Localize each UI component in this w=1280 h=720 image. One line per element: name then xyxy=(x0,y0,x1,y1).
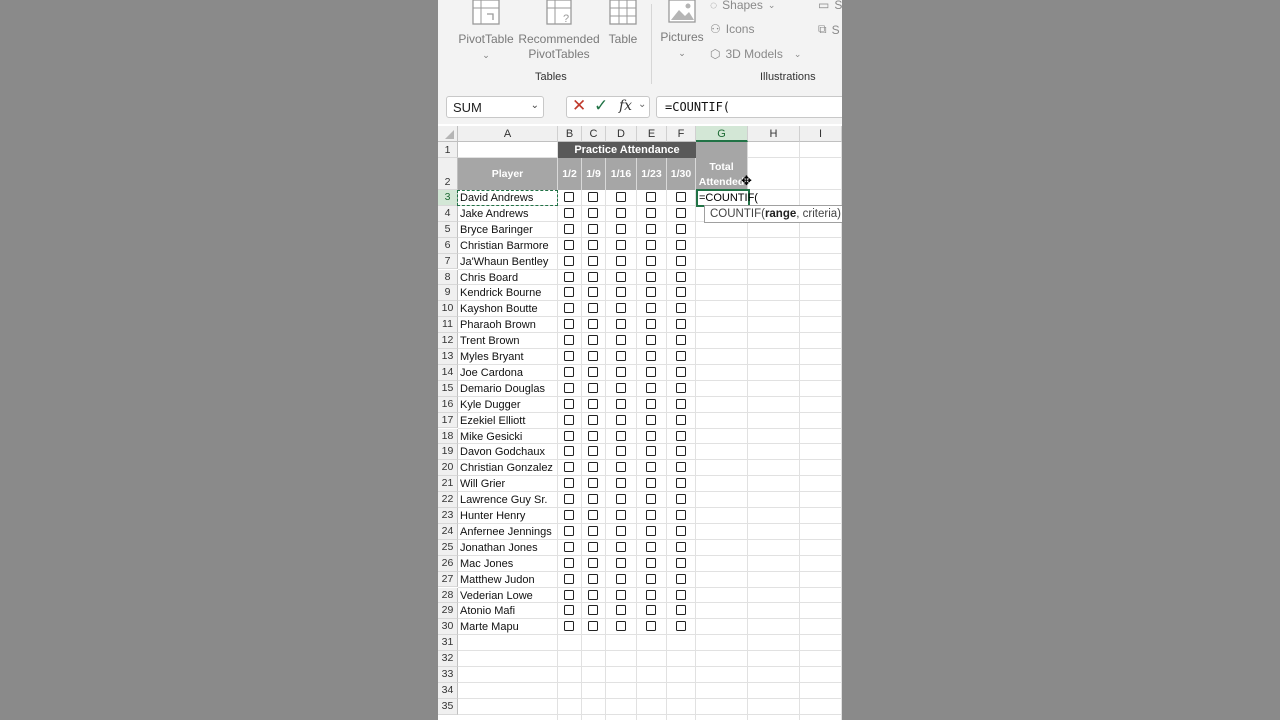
player-name-cell[interactable]: Chris Board xyxy=(460,271,519,284)
row-header[interactable]: 18 xyxy=(438,429,458,445)
attendance-checkbox[interactable] xyxy=(616,431,626,441)
attendance-checkbox[interactable] xyxy=(564,303,574,313)
chevron-down-icon: ⌄ xyxy=(530,100,539,111)
attendance-checkbox[interactable] xyxy=(588,590,598,600)
attendance-checkbox[interactable] xyxy=(646,558,656,568)
row-header[interactable]: 19 xyxy=(438,444,458,460)
player-name-cell[interactable]: Anfernee Jennings xyxy=(460,525,552,538)
illustrations-group xyxy=(652,0,842,90)
attendance-checkbox[interactable] xyxy=(564,510,574,520)
attendance-checkbox[interactable] xyxy=(616,383,626,393)
attendance-checkbox[interactable] xyxy=(646,240,656,250)
attendance-checkbox[interactable] xyxy=(564,399,574,409)
gridline xyxy=(581,142,582,720)
player-name-cell[interactable]: Atonio Mafi xyxy=(460,605,516,618)
player-name-cell[interactable]: Joe Cardona xyxy=(460,366,523,379)
attendance-checkbox[interactable] xyxy=(676,335,686,345)
chevron-down-icon: ⌄ xyxy=(482,50,490,60)
date-header: 1/23 xyxy=(637,158,667,190)
attendance-checkbox[interactable] xyxy=(676,558,686,568)
attendance-checkbox[interactable] xyxy=(564,192,574,202)
chevron-down-icon: ⌄ xyxy=(678,48,686,58)
attendance-checkbox[interactable] xyxy=(588,510,598,520)
row-header[interactable]: 10 xyxy=(438,301,458,317)
attendance-checkbox[interactable] xyxy=(588,240,598,250)
attendance-checkbox[interactable] xyxy=(676,621,686,631)
attendance-checkbox[interactable] xyxy=(588,208,598,218)
row-header[interactable]: 25 xyxy=(438,540,458,556)
gridline xyxy=(636,142,637,720)
attendance-checkbox[interactable] xyxy=(676,383,686,393)
attendance-checkbox[interactable] xyxy=(646,224,656,234)
attendance-checkbox[interactable] xyxy=(646,590,656,600)
attendance-checkbox[interactable] xyxy=(676,399,686,409)
attendance-checkbox[interactable] xyxy=(564,605,574,615)
attendance-checkbox[interactable] xyxy=(646,494,656,504)
attendance-checkbox[interactable] xyxy=(676,256,686,266)
row-header[interactable]: 1 xyxy=(438,142,458,158)
3d-models-button[interactable] xyxy=(710,47,801,61)
attendance-checkbox[interactable] xyxy=(646,367,656,377)
row-header[interactable]: 4 xyxy=(438,206,458,222)
attendance-checkbox[interactable] xyxy=(646,319,656,329)
player-name-cell[interactable]: Vederian Lowe xyxy=(460,589,533,602)
excel-window xyxy=(438,0,842,720)
gridline xyxy=(458,714,842,715)
attendance-checkbox[interactable] xyxy=(564,383,574,393)
corner-triangle-icon xyxy=(438,126,458,142)
attendance-checkbox[interactable] xyxy=(588,367,598,377)
gridline xyxy=(666,142,667,720)
player-name-cell[interactable]: Davon Godchaux xyxy=(460,446,545,459)
attendance-checkbox[interactable] xyxy=(564,335,574,345)
formula-buttons xyxy=(566,96,650,118)
row-header[interactable]: 27 xyxy=(438,572,458,588)
attendance-checkbox[interactable] xyxy=(564,478,574,488)
gridline xyxy=(841,142,842,720)
date-header: 1/16 xyxy=(606,158,637,190)
attendance-checkbox[interactable] xyxy=(646,272,656,282)
row-header[interactable]: 7 xyxy=(438,254,458,270)
pivottable-label: PivotTable xyxy=(458,32,514,46)
attendance-checkbox[interactable] xyxy=(616,319,626,329)
attendance-checkbox[interactable] xyxy=(616,303,626,313)
player-name-cell[interactable]: Kayshon Boutte xyxy=(460,303,538,316)
spreadsheet-grid[interactable] xyxy=(438,124,842,720)
formula-input[interactable] xyxy=(656,96,842,118)
attendance-checkbox[interactable] xyxy=(588,351,598,361)
attendance-checkbox[interactable] xyxy=(588,605,598,615)
smartart-icon: ▭ xyxy=(818,0,830,12)
attendance-checkbox[interactable] xyxy=(564,494,574,504)
gridline xyxy=(458,650,842,651)
attendance-checkbox[interactable] xyxy=(676,494,686,504)
attendance-checkbox[interactable] xyxy=(646,462,656,472)
attendance-checkbox[interactable] xyxy=(646,446,656,456)
gridline xyxy=(458,682,842,683)
attendance-checkbox[interactable] xyxy=(588,494,598,504)
pivottable-icon xyxy=(471,0,501,28)
gridline xyxy=(458,698,842,699)
3d-models-label: 3D Models xyxy=(725,47,783,61)
player-name-cell[interactable]: Christian Barmore xyxy=(460,239,549,252)
recommended-pivottables-icon xyxy=(543,0,575,28)
attendance-checkbox[interactable] xyxy=(588,335,598,345)
chevron-down-icon: ⌄ xyxy=(793,48,802,59)
attendance-checkbox[interactable] xyxy=(676,446,686,456)
chevron-down-icon[interactable]: ⌄ xyxy=(638,99,647,110)
column-header-b[interactable]: B xyxy=(558,126,582,142)
attendance-checkbox[interactable] xyxy=(646,208,656,218)
attendance-checkbox[interactable] xyxy=(564,351,574,361)
attendance-checkbox[interactable] xyxy=(616,240,626,250)
attendance-checkbox[interactable] xyxy=(646,383,656,393)
attendance-checkbox[interactable] xyxy=(588,272,598,282)
row-header[interactable]: 35 xyxy=(438,699,458,715)
attendance-checkbox[interactable] xyxy=(646,605,656,615)
attendance-checkbox[interactable] xyxy=(616,526,626,536)
row-header[interactable]: 21 xyxy=(438,476,458,492)
tables-group xyxy=(438,0,650,90)
row-header[interactable]: 16 xyxy=(438,397,458,413)
row-header[interactable]: 30 xyxy=(438,619,458,635)
attendance-checkbox[interactable] xyxy=(588,446,598,456)
icons-label: Icons xyxy=(725,22,755,36)
attendance-checkbox[interactable] xyxy=(588,319,598,329)
pictures-label: Pictures xyxy=(660,30,704,44)
date-header: 1/9 xyxy=(582,158,606,190)
attendance-checkbox[interactable] xyxy=(676,208,686,218)
attendance-checkbox[interactable] xyxy=(588,621,598,631)
column-header-g[interactable]: G xyxy=(696,126,748,142)
reference-highlight xyxy=(457,190,558,206)
row-header[interactable]: 11 xyxy=(438,317,458,333)
attendance-checkbox[interactable] xyxy=(616,192,626,202)
attendance-checkbox[interactable] xyxy=(564,574,574,584)
gridline xyxy=(458,666,842,667)
attendance-checkbox[interactable] xyxy=(564,272,574,282)
column-header-d[interactable]: D xyxy=(606,126,637,142)
attendance-checkbox[interactable] xyxy=(676,605,686,615)
select-all-corner[interactable] xyxy=(438,126,458,142)
row-header[interactable]: 31 xyxy=(438,635,458,651)
attendance-checkbox[interactable] xyxy=(616,494,626,504)
function-tooltip[interactable] xyxy=(704,205,842,223)
attendance-checkbox[interactable] xyxy=(676,367,686,377)
row-header[interactable]: 6 xyxy=(438,238,458,254)
attendance-checkbox[interactable] xyxy=(564,224,574,234)
row-header[interactable]: 26 xyxy=(438,556,458,572)
attendance-checkbox[interactable] xyxy=(646,510,656,520)
attendance-checkbox[interactable] xyxy=(564,319,574,329)
row-header[interactable]: 23 xyxy=(438,508,458,524)
attendance-checkbox[interactable] xyxy=(676,272,686,282)
attendance-checkbox[interactable] xyxy=(616,208,626,218)
gridline xyxy=(747,142,748,720)
attendance-checkbox[interactable] xyxy=(616,272,626,282)
player-name-cell[interactable]: Kendrick Bourne xyxy=(460,287,542,300)
player-name-cell[interactable]: Ja'Whaun Bentley xyxy=(460,255,549,268)
attendance-checkbox[interactable] xyxy=(646,399,656,409)
attendance-checkbox[interactable] xyxy=(646,621,656,631)
row-header[interactable]: 22 xyxy=(438,492,458,508)
player-name-cell[interactable]: Will Grier xyxy=(460,478,506,491)
player-name-cell[interactable]: Myles Bryant xyxy=(460,351,524,363)
cancel-icon[interactable]: ✕ xyxy=(572,96,587,115)
attendance-checkbox[interactable] xyxy=(588,303,598,313)
row-header[interactable]: 15 xyxy=(438,381,458,397)
attendance-checkbox[interactable] xyxy=(616,605,626,615)
attendance-checkbox[interactable] xyxy=(616,462,626,472)
table-label: Table xyxy=(608,32,638,46)
row-header[interactable]: 20 xyxy=(438,460,458,476)
practice-attendance-header: Practice Attendance xyxy=(558,142,696,158)
player-name-cell[interactable]: Jonathan Jones xyxy=(460,541,538,554)
player-name-cell[interactable]: Mike Gesicki xyxy=(460,430,523,443)
player-name-cell[interactable]: Hunter Henry xyxy=(460,510,526,522)
attendance-checkbox[interactable] xyxy=(616,367,626,377)
attendance-checkbox[interactable] xyxy=(676,431,686,441)
row-header[interactable]: 9 xyxy=(438,285,458,301)
attendance-checkbox[interactable] xyxy=(646,542,656,552)
attendance-checkbox[interactable] xyxy=(616,574,626,584)
row-header[interactable]: 33 xyxy=(438,667,458,683)
attendance-checkbox[interactable] xyxy=(616,558,626,568)
attendance-checkbox[interactable] xyxy=(588,192,598,202)
attendance-checkbox[interactable] xyxy=(646,335,656,345)
table-button[interactable] xyxy=(602,0,644,47)
attendance-checkbox[interactable] xyxy=(588,574,598,584)
attendance-checkbox[interactable] xyxy=(616,590,626,600)
tooltip-rest[interactable]: , criteria) xyxy=(796,207,841,220)
tooltip-func: COUNTIF( xyxy=(710,207,765,220)
attendance-checkbox[interactable] xyxy=(616,478,626,488)
attendance-checkbox[interactable] xyxy=(616,542,626,552)
row-header[interactable]: 17 xyxy=(438,413,458,429)
icons-icon: ⚇ xyxy=(710,22,721,36)
player-name-cell[interactable]: Ezekiel Elliott xyxy=(460,414,526,427)
date-header: 1/30 xyxy=(667,158,696,190)
illustrations-group-label: Illustrations xyxy=(760,71,816,83)
attendance-checkbox[interactable] xyxy=(616,256,626,266)
attendance-checkbox[interactable] xyxy=(564,431,574,441)
attendance-checkbox[interactable] xyxy=(564,526,574,536)
attendance-checkbox[interactable] xyxy=(616,399,626,409)
recommended-pivottables-label: Recommended PivotTables xyxy=(518,32,600,61)
attendance-checkbox[interactable] xyxy=(616,415,626,425)
attendance-checkbox[interactable] xyxy=(588,415,598,425)
attendance-checkbox[interactable] xyxy=(676,303,686,313)
player-name-cell[interactable]: Pharaoh Brown xyxy=(460,319,536,332)
total-attended-header: Total Attended xyxy=(696,142,748,190)
player-name-cell[interactable]: Bryce Baringer xyxy=(460,223,533,236)
attendance-checkbox[interactable] xyxy=(588,558,598,568)
attendance-checkbox[interactable] xyxy=(564,446,574,456)
player-name-cell[interactable]: Mac Jones xyxy=(460,557,514,570)
attendance-checkbox[interactable] xyxy=(588,224,598,234)
attendance-checkbox[interactable] xyxy=(646,192,656,202)
row-header[interactable]: 2 xyxy=(438,158,458,190)
formula-bar xyxy=(438,92,842,124)
attendance-checkbox[interactable] xyxy=(588,526,598,536)
attendance-checkbox[interactable] xyxy=(616,287,626,297)
gridline xyxy=(799,142,800,720)
attendance-checkbox[interactable] xyxy=(676,351,686,361)
ribbon xyxy=(438,0,842,92)
player-header: Player xyxy=(458,158,558,190)
cube-icon: ⬡ xyxy=(710,47,721,61)
tables-group-label: Tables xyxy=(535,71,567,83)
table-icon xyxy=(608,0,638,28)
player-name-cell[interactable]: Trent Brown xyxy=(460,335,520,348)
row-header[interactable]: 14 xyxy=(438,365,458,381)
attendance-checkbox[interactable] xyxy=(564,462,574,472)
attendance-checkbox[interactable] xyxy=(646,256,656,266)
attendance-checkbox[interactable] xyxy=(646,526,656,536)
attendance-checkbox[interactable] xyxy=(646,303,656,313)
attendance-checkbox[interactable] xyxy=(588,287,598,297)
attendance-checkbox[interactable] xyxy=(676,319,686,329)
player-name-cell[interactable]: David Andrews xyxy=(460,192,534,204)
attendance-checkbox[interactable] xyxy=(588,383,598,393)
gridline xyxy=(695,142,696,720)
shapes-button[interactable] xyxy=(710,0,775,12)
attendance-checkbox[interactable] xyxy=(616,446,626,456)
attendance-checkbox[interactable] xyxy=(588,399,598,409)
attendance-checkbox[interactable] xyxy=(616,510,626,520)
shapes-label: Shapes xyxy=(722,0,763,12)
tooltip-arg-range[interactable]: range xyxy=(764,207,797,220)
attendance-checkbox[interactable] xyxy=(564,367,574,377)
attendance-checkbox[interactable] xyxy=(616,351,626,361)
attendance-checkbox[interactable] xyxy=(564,287,574,297)
name-box[interactable] xyxy=(446,96,544,118)
attendance-checkbox[interactable] xyxy=(588,256,598,266)
attendance-checkbox[interactable] xyxy=(616,224,626,234)
name-box-value: SUM xyxy=(453,100,482,115)
attendance-checkbox[interactable] xyxy=(564,590,574,600)
attendance-checkbox[interactable] xyxy=(676,510,686,520)
attendance-checkbox[interactable] xyxy=(564,256,574,266)
shapes-icon: ◌ xyxy=(710,0,718,12)
column-header-e[interactable]: E xyxy=(637,126,667,142)
row-header[interactable]: 5 xyxy=(438,222,458,238)
attendance-checkbox[interactable] xyxy=(676,224,686,234)
pictures-icon xyxy=(667,0,697,26)
pictures-button[interactable] xyxy=(658,0,706,61)
attendance-checkbox[interactable] xyxy=(588,462,598,472)
attendance-checkbox[interactable] xyxy=(676,240,686,250)
gridline xyxy=(605,142,606,720)
row-header[interactable]: 28 xyxy=(438,588,458,604)
attendance-checkbox[interactable] xyxy=(588,431,598,441)
attendance-checkbox[interactable] xyxy=(646,351,656,361)
attendance-checkbox[interactable] xyxy=(676,590,686,600)
attendance-checkbox[interactable] xyxy=(646,478,656,488)
screenshot-button[interactable] xyxy=(818,22,840,37)
column-header-c[interactable]: C xyxy=(582,126,606,142)
column-header-f[interactable]: F xyxy=(667,126,696,142)
player-name-cell[interactable]: Matthew Judon xyxy=(460,573,535,586)
attendance-checkbox[interactable] xyxy=(616,335,626,345)
player-name-cell[interactable]: Christian Gonzalez xyxy=(460,462,553,475)
attendance-checkbox[interactable] xyxy=(646,415,656,425)
row-header[interactable]: 29 xyxy=(438,603,458,619)
icons-button[interactable] xyxy=(710,22,754,36)
enter-icon[interactable]: ✓ xyxy=(594,96,609,115)
attendance-checkbox[interactable] xyxy=(564,542,574,552)
row-header[interactable]: 8 xyxy=(438,270,458,286)
player-name-cell[interactable]: Marte Mapu xyxy=(460,621,519,634)
screenshot-label: S xyxy=(831,22,840,37)
date-header: 1/2 xyxy=(558,158,582,190)
attendance-checkbox[interactable] xyxy=(676,542,686,552)
row-header[interactable]: 13 xyxy=(438,349,458,365)
column-header-h[interactable]: H xyxy=(748,126,800,142)
formula-text: =COUNTIF( xyxy=(665,100,731,114)
attendance-checkbox[interactable] xyxy=(676,526,686,536)
attendance-checkbox[interactable] xyxy=(676,287,686,297)
smartart-button[interactable] xyxy=(818,0,842,12)
smartart-label: S xyxy=(834,0,842,12)
attendance-checkbox[interactable] xyxy=(646,574,656,584)
attendance-checkbox[interactable] xyxy=(676,415,686,425)
column-header-i[interactable]: I xyxy=(800,126,842,142)
attendance-checkbox[interactable] xyxy=(588,542,598,552)
recommended-pivottables-button[interactable] xyxy=(518,0,600,62)
attendance-checkbox[interactable] xyxy=(616,621,626,631)
player-name-cell[interactable]: Kyle Dugger xyxy=(460,398,521,411)
attendance-checkbox[interactable] xyxy=(588,478,598,488)
attendance-checkbox[interactable] xyxy=(564,621,574,631)
player-name-cell[interactable]: Jake Andrews xyxy=(460,207,529,220)
column-header-a[interactable]: A xyxy=(458,126,558,142)
row-header[interactable]: 32 xyxy=(438,651,458,667)
attendance-checkbox[interactable] xyxy=(564,208,574,218)
attendance-checkbox[interactable] xyxy=(676,462,686,472)
pivottable-button[interactable] xyxy=(454,0,518,63)
row-header[interactable]: 34 xyxy=(438,683,458,699)
move-cursor-icon: ✥ xyxy=(741,173,752,188)
chevron-down-icon: ⌄ xyxy=(767,0,776,10)
player-name-cell[interactable]: Lawrence Guy Sr. xyxy=(460,494,548,507)
active-cell-editor[interactable]: =COUNTIF( xyxy=(696,189,750,207)
attendance-checkbox[interactable] xyxy=(646,431,656,441)
attendance-checkbox[interactable] xyxy=(676,192,686,202)
row-header[interactable]: 3 xyxy=(438,190,458,206)
insert-function-icon[interactable]: fx xyxy=(619,98,633,114)
row-header[interactable]: 12 xyxy=(438,333,458,349)
svg-text:?: ? xyxy=(563,13,570,25)
attendance-checkbox[interactable] xyxy=(564,558,574,568)
attendance-checkbox[interactable] xyxy=(646,287,656,297)
attendance-checkbox[interactable] xyxy=(676,574,686,584)
attendance-checkbox[interactable] xyxy=(676,478,686,488)
attendance-checkbox[interactable] xyxy=(564,240,574,250)
screenshot-icon: ⧉ xyxy=(818,22,827,36)
attendance-checkbox[interactable] xyxy=(564,415,574,425)
row-header[interactable]: 24 xyxy=(438,524,458,540)
player-name-cell[interactable]: Demario Douglas xyxy=(460,382,545,395)
